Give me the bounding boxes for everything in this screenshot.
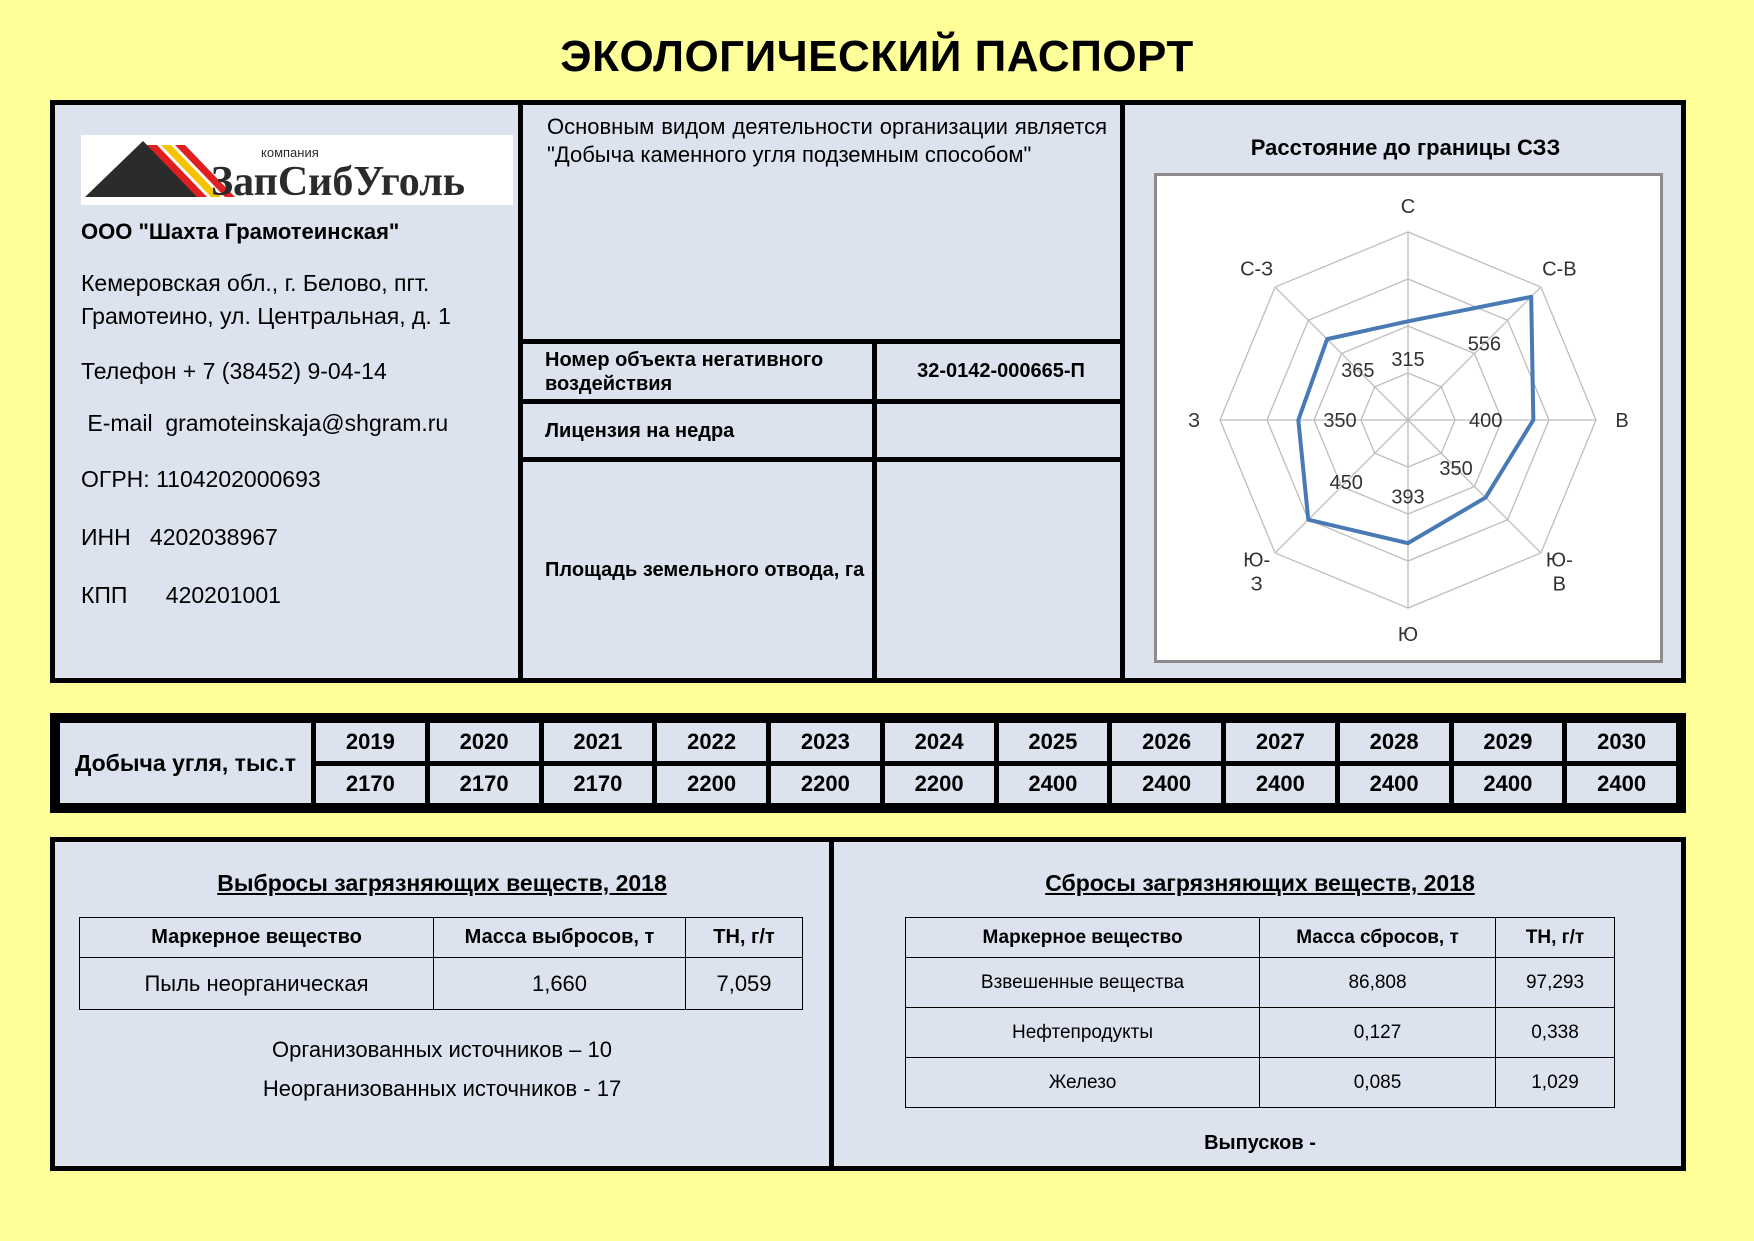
production-year: 2025	[996, 721, 1110, 764]
emissions-section	[55, 842, 834, 1166]
radar-value-label: 350	[1439, 458, 1473, 481]
production-year: 2027	[1224, 721, 1338, 764]
table-row	[906, 1058, 1615, 1108]
radar-value-label: 556	[1467, 333, 1502, 356]
production-year: 2029	[1451, 721, 1565, 764]
table-row	[906, 958, 1615, 1008]
radar-value-label: 350	[1323, 410, 1357, 432]
table-cell: Пыль неорганическая	[80, 958, 434, 1010]
production-value: 2400	[1110, 763, 1224, 806]
discharges-header-mass: Масса сбросов, т	[1260, 918, 1496, 958]
chart-title: Расстояние до границы СЗЗ	[1250, 135, 1561, 160]
production-value: 2170	[427, 763, 541, 806]
table-cell: 97,293	[1496, 958, 1615, 1008]
radar-value-label: 450	[1329, 471, 1363, 494]
pollutants-block	[50, 837, 1686, 1171]
radar-category-label: З	[1250, 573, 1263, 596]
radar-category-label: С	[1400, 196, 1416, 218]
org-address-1: Кемеровская обл., г. Белово, пгт.	[81, 270, 430, 296]
production-value: 2400	[1565, 763, 1679, 806]
radar-chart	[1154, 173, 1663, 663]
discharges-title: Сбросы загрязняющих веществ, 2018	[1045, 870, 1475, 896]
org-name: ООО "Шахта Грамотеинская"	[81, 219, 400, 244]
object-number-row	[523, 339, 1120, 399]
org-email: E-mail gramoteinskaja@shgram.ru	[81, 410, 449, 436]
production-value: 2400	[1337, 763, 1451, 806]
discharges-section	[839, 842, 1681, 1166]
org-kpp: КПП 420201001	[81, 582, 281, 608]
emissions-header-substance: Маркерное вещество	[80, 918, 434, 958]
production-value: 2200	[655, 763, 769, 806]
radar-category-label: Ю	[1397, 624, 1419, 646]
org-phone: Телефон + 7 (38452) 9-04-14	[81, 358, 387, 384]
table-row	[80, 958, 803, 1010]
license-row	[523, 399, 1120, 457]
passport-header-block	[50, 100, 1686, 683]
table-cell: 1,029	[1496, 1058, 1615, 1108]
unorganized-sources: Неорганизованных источников - 17	[262, 1076, 622, 1101]
production-value: 2400	[1224, 763, 1338, 806]
production-year: 2030	[1565, 721, 1679, 764]
production-year: 2024	[882, 721, 996, 764]
production-value: 2200	[882, 763, 996, 806]
radar-value-label: 315	[1391, 348, 1425, 371]
radar-category-label: С-З	[1240, 258, 1274, 281]
object-number-label: Номер объекта негативного воздействия	[523, 344, 877, 399]
table-cell: Нефтепродукты	[906, 1008, 1260, 1058]
activity-description: Основным видом деятельности организации является "Добыча каменного угля подземным способом"	[547, 114, 1107, 167]
table-cell: 0,085	[1260, 1058, 1496, 1108]
organized-sources: Организованных источников – 10	[271, 1037, 613, 1062]
org-ogrn: ОГРН: 1104202000693	[81, 466, 321, 492]
production-label: Добыча угля, тыс.т	[58, 721, 314, 806]
table-cell: 0,338	[1496, 1008, 1615, 1058]
production-value: 2200	[769, 763, 883, 806]
land-area-label: Площадь земельного отвода, га	[523, 462, 877, 678]
production-year: 2028	[1337, 721, 1451, 764]
production-value: 2400	[996, 763, 1110, 806]
radar-value-label: 393	[1391, 486, 1425, 509]
table-cell: 0,127	[1260, 1008, 1496, 1058]
production-year: 2021	[541, 721, 655, 764]
company-logo	[81, 135, 513, 205]
radar-category-label: Ю-	[1545, 549, 1573, 572]
object-number-value: 32-0142-000665-П	[917, 360, 1085, 382]
production-year: 2022	[655, 721, 769, 764]
outlets-count: Выпусков -	[1204, 1132, 1316, 1154]
radar-category-label: В	[1615, 410, 1629, 432]
license-value	[882, 404, 1120, 457]
radar-category-label: Ю-	[1243, 549, 1271, 572]
land-area-value	[882, 462, 1120, 678]
emissions-table	[79, 917, 803, 1010]
szz-chart-panel	[1130, 105, 1681, 678]
table-cell: 7,059	[686, 958, 803, 1010]
logo-small-text: компания	[261, 145, 319, 160]
production-year: 2019	[314, 721, 428, 764]
page-title: ЭКОЛОГИЧЕСКИЙ ПАСПОРТ	[560, 32, 1194, 81]
radar-value-label: 365	[1341, 359, 1375, 382]
production-value: 2400	[1451, 763, 1565, 806]
discharges-header-substance: Маркерное вещество	[906, 918, 1260, 958]
discharges-table	[905, 917, 1615, 1108]
emissions-header-mass: Масса выбросов, т	[434, 918, 686, 958]
table-cell: Взвешенные вещества	[906, 958, 1260, 1008]
license-label: Лицензия на недра	[523, 404, 877, 457]
radar-category-label: В	[1552, 573, 1566, 596]
production-year: 2023	[769, 721, 883, 764]
production-year: 2026	[1110, 721, 1224, 764]
radar-value-label: 400	[1469, 410, 1503, 432]
emissions-header-tn: ТН, г/т	[686, 918, 803, 958]
table-row	[906, 1008, 1615, 1058]
table-cell: 1,660	[434, 958, 686, 1010]
discharges-header-tn: ТН, г/т	[1496, 918, 1615, 958]
production-year: 2020	[427, 721, 541, 764]
organization-info	[55, 105, 523, 678]
org-inn: ИНН 4202038967	[81, 524, 278, 550]
production-value: 2170	[314, 763, 428, 806]
object-details	[523, 105, 1125, 678]
emissions-title: Выбросы загрязняющих веществ, 2018	[217, 870, 667, 896]
radar-category-label: С-В	[1542, 258, 1577, 281]
production-value: 2170	[541, 763, 655, 806]
land-area-row	[523, 457, 1120, 678]
table-cell: 86,808	[1260, 958, 1496, 1008]
table-cell: Железо	[906, 1058, 1260, 1108]
coal-production-table	[50, 713, 1686, 813]
radar-category-label: З	[1187, 410, 1201, 432]
logo-brand-text: ЗапСибУголь	[211, 159, 465, 205]
org-address-2: Грамотеино, ул. Центральная, д. 1	[81, 303, 451, 329]
